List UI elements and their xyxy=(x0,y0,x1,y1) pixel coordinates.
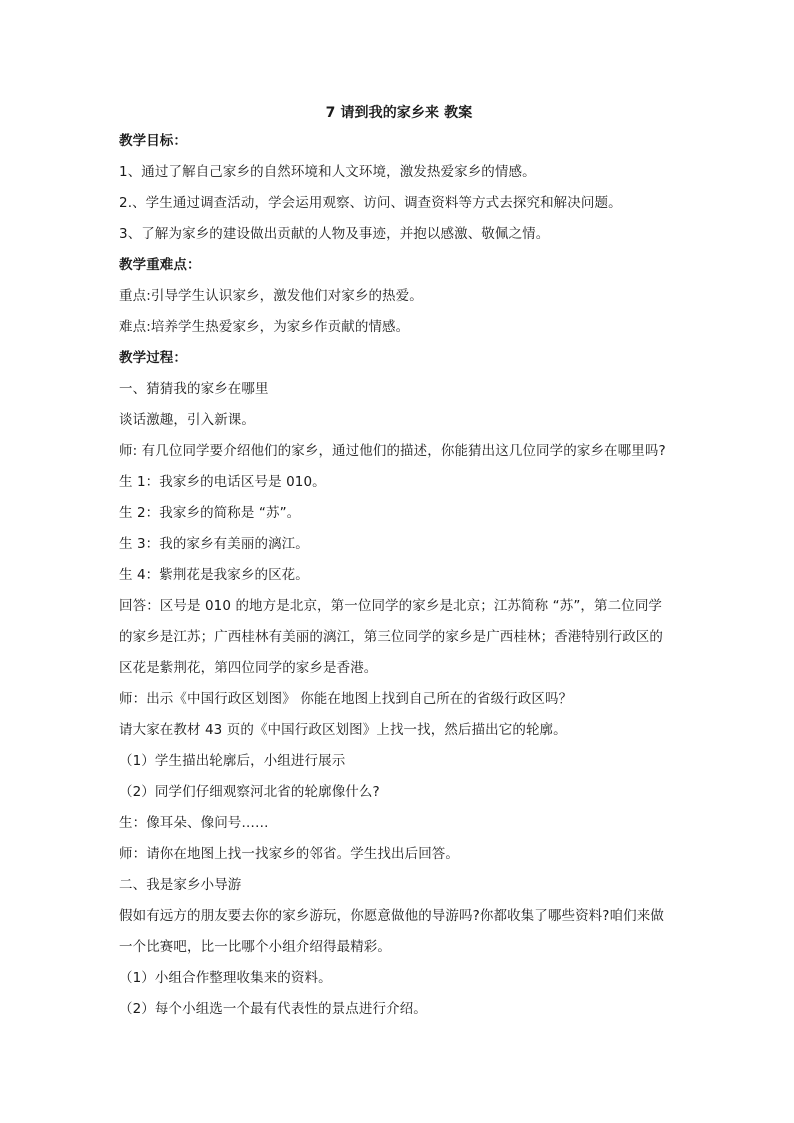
answer-line: 区花是紫荆花，第四位同学的家乡是香港。 xyxy=(119,660,378,676)
part1-line: 生 2：我家乡的简称是 “苏”。 xyxy=(119,505,301,521)
part1-more-line: 生：像耳朵、像问号…… xyxy=(119,815,269,831)
part2-intro-line: 假如有远方的朋友要去你的家乡游玩，你愿意做他的导游吗?你都收集了哪些资料?咱们来做 xyxy=(119,908,664,924)
answer-line: 的家乡是江苏；广西桂林有美丽的漓江，第三位同学的家乡是广西桂林；香港特别行政区的 xyxy=(119,629,663,645)
goal-item: 2.、学生通过调查活动，学会运用观察、访问、调查资料等方式去探究和解决问题。 xyxy=(119,195,622,211)
process-heading: 教学过程： xyxy=(119,350,187,366)
part1-more-line: 请大家在教材 43 页的《中国行政区划图》上找一找，然后描出它的轮廓。 xyxy=(119,722,567,738)
part1-line: 生 3：我的家乡有美丽的漓江。 xyxy=(119,536,309,552)
goals-heading: 教学目标： xyxy=(119,133,187,149)
part2-heading: 二、我是家乡小导游 xyxy=(119,877,242,893)
keypoint-item: 难点:培养学生热爱家乡，为家乡作贡献的情感。 xyxy=(119,319,410,335)
part1-more-line: （1）学生描出轮廓后，小组进行展示 xyxy=(119,753,346,769)
document-title: 7 请到我的家乡来 教案 xyxy=(325,105,473,121)
keypoints-heading: 教学重难点： xyxy=(119,257,201,273)
part2-intro-line: 一个比赛吧，比一比哪个小组介绍得最精彩。 xyxy=(119,939,391,955)
answer-line: 回答：区号是 010 的地方是北京，第一位同学的家乡是北京；江苏简称 “苏”，第二位同学 xyxy=(119,598,663,614)
part1-line: 谈话激趣，引入新课。 xyxy=(119,412,255,428)
part1-more-line: （2）同学们仔细观察河北省的轮廓像什么? xyxy=(119,784,380,800)
part2-step: （2）每个小组选一个最有代表性的景点进行介绍。 xyxy=(119,1001,427,1017)
lesson-plan-body xyxy=(119,100,679,1025)
part2-step: （1）小组合作整理收集来的资料。 xyxy=(119,970,332,986)
part1-line: 生 1：我家乡的电话区号是 010。 xyxy=(119,474,326,490)
part1-more-line: 师：出示《中国行政区划图》 你能在地图上找到自己所在的省级行政区吗？ xyxy=(119,691,573,707)
part1-line: 生 4：紫荆花是我家乡的区花。 xyxy=(119,567,309,583)
part1-more-line: 师：请你在地图上找一找家乡的邻省。学生找出后回答。 xyxy=(119,846,459,862)
keypoint-item: 重点:引导学生认识家乡，激发他们对家乡的热爱。 xyxy=(119,288,423,304)
goal-item: 3、了解为家乡的建设做出贡献的人物及事迹，并抱以感激、敬佩之情。 xyxy=(119,226,550,242)
goal-item: 1、通过了解自己家乡的自然环境和人文环境，激发热爱家乡的情感。 xyxy=(119,164,536,180)
part1-heading: 一、猜猜我的家乡在哪里 xyxy=(119,381,269,397)
part1-line: 师: 有几位同学要介绍他们的家乡，通过他们的描述，你能猜出这几位同学的家乡在哪里吗? xyxy=(119,443,666,459)
